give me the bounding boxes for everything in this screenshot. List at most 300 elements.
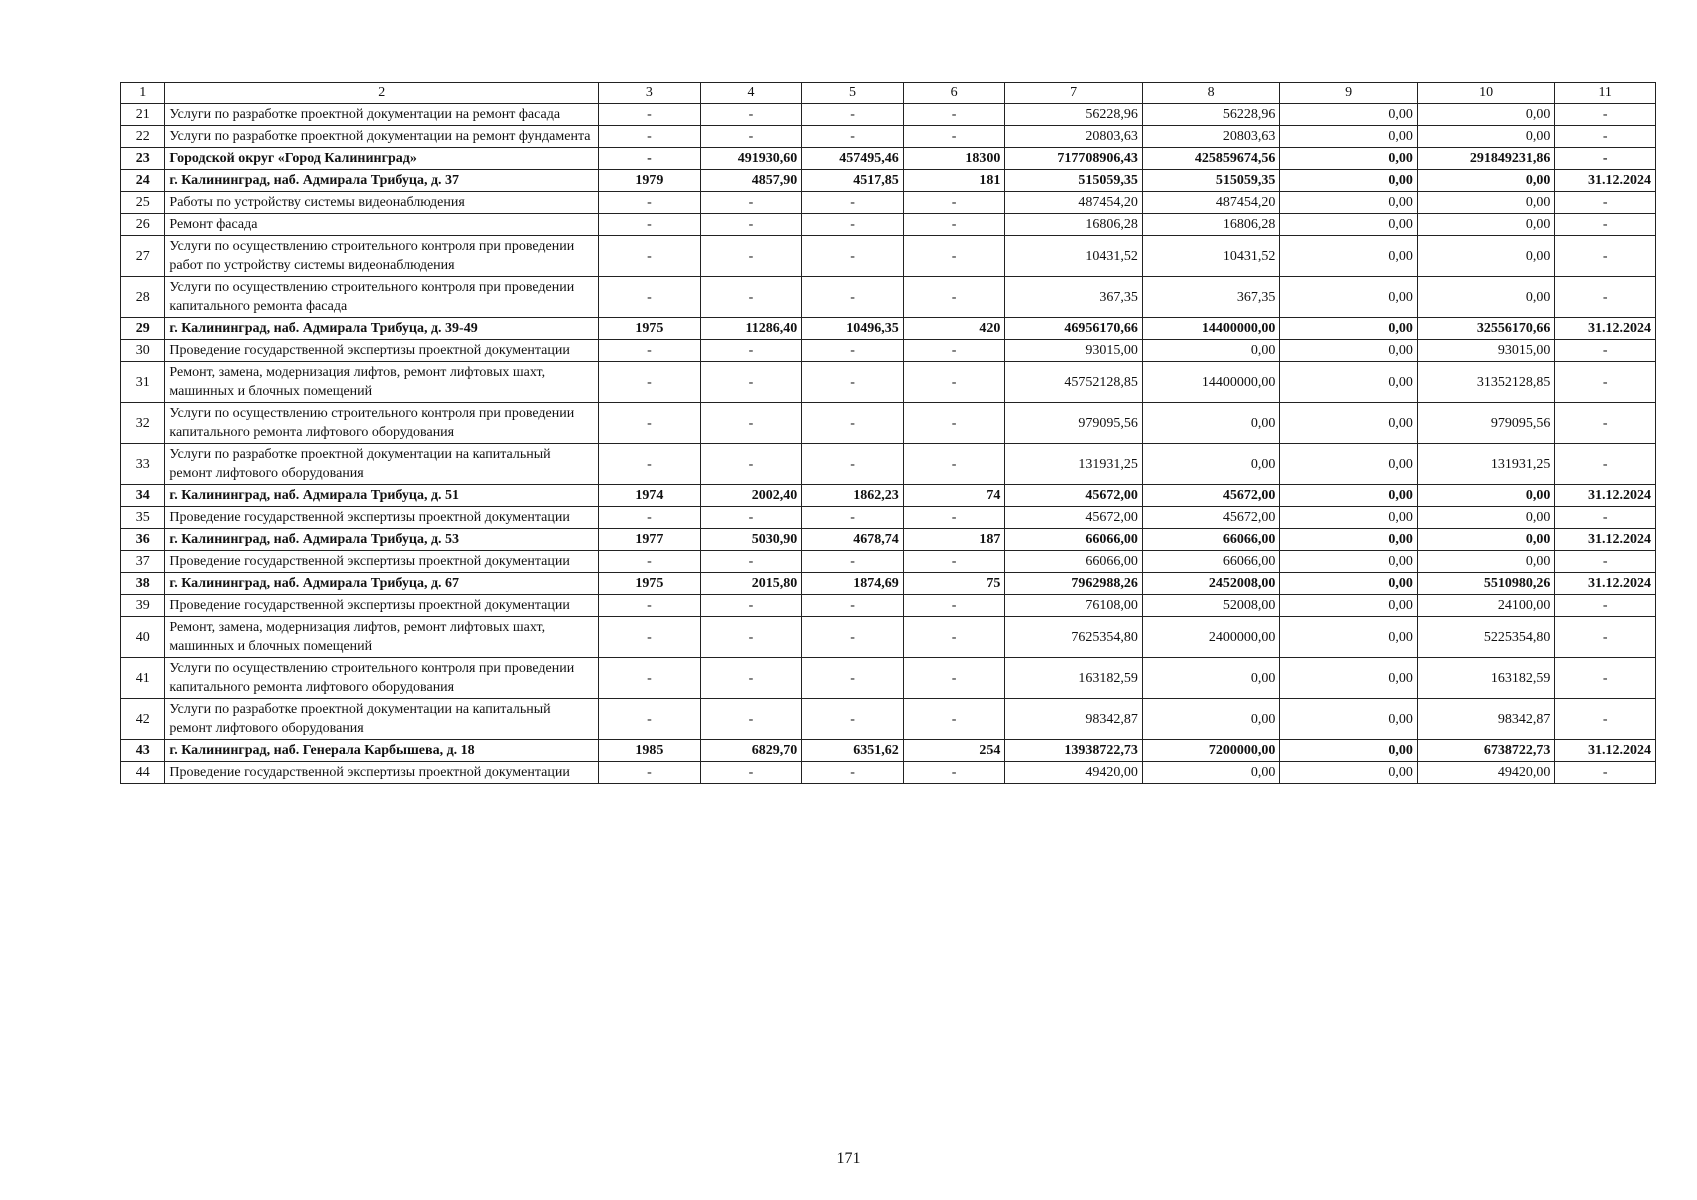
budget-cost: 0,00 (1280, 362, 1418, 403)
work-name: Ремонт, замена, модернизация лифтов, ремонт лифтовых шахт, машинных и блочных помещений (165, 617, 599, 658)
residents: - (903, 617, 1005, 658)
budget-cost: 0,00 (1280, 699, 1418, 740)
living-area: - (802, 699, 904, 740)
total-cost: 13938722,73 (1005, 740, 1143, 762)
budget-cost: 0,00 (1280, 529, 1418, 551)
fund-cost: 515059,35 (1142, 170, 1280, 192)
table-row (121, 126, 1656, 148)
row-number: 44 (121, 762, 165, 784)
total-cost: 56228,96 (1005, 104, 1143, 126)
completion-date: - (1555, 617, 1656, 658)
table-row (121, 485, 1656, 507)
work-name: Проведение государственной экспертизы проектной документации (165, 340, 599, 362)
residents: 254 (903, 740, 1005, 762)
residents: - (903, 762, 1005, 784)
table-row (121, 699, 1656, 740)
build-year: - (599, 762, 701, 784)
build-year: 1974 (599, 485, 701, 507)
completion-date: - (1555, 277, 1656, 318)
owners-cost: 0,00 (1417, 277, 1555, 318)
fund-cost: 66066,00 (1142, 529, 1280, 551)
total-area: - (700, 192, 802, 214)
column-number: 11 (1555, 83, 1656, 104)
table-row (121, 507, 1656, 529)
table-row (121, 595, 1656, 617)
work-name: г. Калининград, наб. Адмирала Трибуца, д. 51 (165, 485, 599, 507)
fund-cost: 0,00 (1142, 403, 1280, 444)
build-year: - (599, 126, 701, 148)
total-area: - (700, 699, 802, 740)
residents: - (903, 507, 1005, 529)
build-year: 1975 (599, 318, 701, 340)
owners-cost: 131931,25 (1417, 444, 1555, 485)
owners-cost: 5510980,26 (1417, 573, 1555, 595)
row-number: 42 (121, 699, 165, 740)
work-name: Проведение государственной экспертизы проектной документации (165, 551, 599, 573)
total-area: - (700, 595, 802, 617)
work-name: Услуги по разработке проектной документации на ремонт фундамента (165, 126, 599, 148)
row-number: 43 (121, 740, 165, 762)
build-year: - (599, 104, 701, 126)
living-area: - (802, 192, 904, 214)
owners-cost: 979095,56 (1417, 403, 1555, 444)
build-year: - (599, 214, 701, 236)
column-number: 2 (165, 83, 599, 104)
work-name: г. Калининград, наб. Адмирала Трибуца, д. 53 (165, 529, 599, 551)
budget-cost: 0,00 (1280, 126, 1418, 148)
fund-cost: 14400000,00 (1142, 318, 1280, 340)
column-number: 9 (1280, 83, 1418, 104)
work-name: Ремонт фасада (165, 214, 599, 236)
row-number: 26 (121, 214, 165, 236)
living-area: - (802, 236, 904, 277)
build-year: - (599, 595, 701, 617)
residents: - (903, 277, 1005, 318)
build-year: 1979 (599, 170, 701, 192)
total-area: 5030,90 (700, 529, 802, 551)
table-row (121, 658, 1656, 699)
work-name: г. Калининград, наб. Генерала Карбышева, д. 18 (165, 740, 599, 762)
living-area: 1862,23 (802, 485, 904, 507)
row-number: 21 (121, 104, 165, 126)
budget-cost: 0,00 (1280, 617, 1418, 658)
build-year: - (599, 277, 701, 318)
owners-cost: 5225354,80 (1417, 617, 1555, 658)
owners-cost: 291849231,86 (1417, 148, 1555, 170)
owners-cost: 0,00 (1417, 126, 1555, 148)
owners-cost: 24100,00 (1417, 595, 1555, 617)
owners-cost: 31352128,85 (1417, 362, 1555, 403)
row-number: 33 (121, 444, 165, 485)
total-area: - (700, 277, 802, 318)
owners-cost: 0,00 (1417, 485, 1555, 507)
budget-cost: 0,00 (1280, 192, 1418, 214)
completion-date: - (1555, 444, 1656, 485)
total-area: - (700, 551, 802, 573)
budget-cost: 0,00 (1280, 236, 1418, 277)
residents: 187 (903, 529, 1005, 551)
fund-cost: 0,00 (1142, 699, 1280, 740)
total-area: 11286,40 (700, 318, 802, 340)
column-number: 1 (121, 83, 165, 104)
row-number: 27 (121, 236, 165, 277)
completion-date: - (1555, 104, 1656, 126)
completion-date: - (1555, 595, 1656, 617)
total-cost: 46956170,66 (1005, 318, 1143, 340)
completion-date: - (1555, 658, 1656, 699)
table-row (121, 551, 1656, 573)
build-year: - (599, 362, 701, 403)
budget-cost: 0,00 (1280, 340, 1418, 362)
work-name: г. Калининград, наб. Адмирала Трибуца, д. 67 (165, 573, 599, 595)
table-row (121, 362, 1656, 403)
fund-cost: 66066,00 (1142, 551, 1280, 573)
work-name: Услуги по разработке проектной документации на капитальный ремонт лифтового оборудования (165, 699, 599, 740)
residents: - (903, 444, 1005, 485)
table-row (121, 573, 1656, 595)
row-number: 38 (121, 573, 165, 595)
total-cost: 367,35 (1005, 277, 1143, 318)
work-name: Услуги по осуществлению строительного контроля при проведении капитального ремонта лифтового оборудования (165, 658, 599, 699)
residents: 420 (903, 318, 1005, 340)
completion-date: - (1555, 551, 1656, 573)
total-cost: 93015,00 (1005, 340, 1143, 362)
residents: - (903, 340, 1005, 362)
fund-cost: 425859674,56 (1142, 148, 1280, 170)
residents: - (903, 551, 1005, 573)
fund-cost: 56228,96 (1142, 104, 1280, 126)
completion-date: - (1555, 762, 1656, 784)
living-area: - (802, 362, 904, 403)
living-area: - (802, 595, 904, 617)
completion-date: 31.12.2024 (1555, 485, 1656, 507)
owners-cost: 0,00 (1417, 507, 1555, 529)
row-number: 22 (121, 126, 165, 148)
table-row (121, 318, 1656, 340)
total-cost: 66066,00 (1005, 551, 1143, 573)
total-area: - (700, 507, 802, 529)
row-number: 31 (121, 362, 165, 403)
budget-cost: 0,00 (1280, 658, 1418, 699)
column-number: 6 (903, 83, 1005, 104)
fund-cost: 0,00 (1142, 762, 1280, 784)
owners-cost: 0,00 (1417, 214, 1555, 236)
total-cost: 66066,00 (1005, 529, 1143, 551)
work-name: Городской округ «Город Калининград» (165, 148, 599, 170)
row-number: 32 (121, 403, 165, 444)
fund-cost: 10431,52 (1142, 236, 1280, 277)
living-area: 4678,74 (802, 529, 904, 551)
completion-date: - (1555, 699, 1656, 740)
residents: - (903, 192, 1005, 214)
residents: - (903, 104, 1005, 126)
residents: - (903, 658, 1005, 699)
completion-date: - (1555, 214, 1656, 236)
completion-date: - (1555, 236, 1656, 277)
living-area: - (802, 214, 904, 236)
budget-cost: 0,00 (1280, 762, 1418, 784)
budget-cost: 0,00 (1280, 595, 1418, 617)
completion-date: - (1555, 126, 1656, 148)
total-cost: 717708906,43 (1005, 148, 1143, 170)
row-number: 25 (121, 192, 165, 214)
living-area: 10496,35 (802, 318, 904, 340)
column-number: 8 (1142, 83, 1280, 104)
living-area: - (802, 617, 904, 658)
row-number: 34 (121, 485, 165, 507)
total-area: - (700, 617, 802, 658)
total-cost: 10431,52 (1005, 236, 1143, 277)
total-area: - (700, 362, 802, 403)
work-name: г. Калининград, наб. Адмирала Трибуца, д. 37 (165, 170, 599, 192)
fund-cost: 20803,63 (1142, 126, 1280, 148)
fund-cost: 487454,20 (1142, 192, 1280, 214)
living-area: - (802, 444, 904, 485)
completion-date: 31.12.2024 (1555, 740, 1656, 762)
owners-cost: 98342,87 (1417, 699, 1555, 740)
total-area: 2002,40 (700, 485, 802, 507)
budget-cost: 0,00 (1280, 148, 1418, 170)
total-area: - (700, 403, 802, 444)
residents: - (903, 362, 1005, 403)
total-cost: 7625354,80 (1005, 617, 1143, 658)
column-number: 7 (1005, 83, 1143, 104)
living-area: 4517,85 (802, 170, 904, 192)
residents: - (903, 126, 1005, 148)
build-year: 1977 (599, 529, 701, 551)
table-row (121, 236, 1656, 277)
work-name: Услуги по разработке проектной документации на ремонт фасада (165, 104, 599, 126)
residents: - (903, 699, 1005, 740)
living-area: - (802, 551, 904, 573)
total-area: 4857,90 (700, 170, 802, 192)
table-row (121, 170, 1656, 192)
fund-cost: 367,35 (1142, 277, 1280, 318)
table-row (121, 529, 1656, 551)
total-cost: 45752128,85 (1005, 362, 1143, 403)
living-area: - (802, 658, 904, 699)
completion-date: - (1555, 192, 1656, 214)
total-cost: 20803,63 (1005, 126, 1143, 148)
row-number: 29 (121, 318, 165, 340)
completion-date: - (1555, 362, 1656, 403)
living-area: - (802, 507, 904, 529)
row-number: 35 (121, 507, 165, 529)
total-area: - (700, 444, 802, 485)
completion-date: 31.12.2024 (1555, 318, 1656, 340)
build-year: - (599, 148, 701, 170)
living-area: - (802, 340, 904, 362)
fund-cost: 45672,00 (1142, 485, 1280, 507)
residents: 74 (903, 485, 1005, 507)
build-year: - (599, 403, 701, 444)
fund-cost: 45672,00 (1142, 507, 1280, 529)
living-area: 6351,62 (802, 740, 904, 762)
fund-cost: 16806,28 (1142, 214, 1280, 236)
column-number: 3 (599, 83, 701, 104)
column-number: 5 (802, 83, 904, 104)
living-area: - (802, 277, 904, 318)
living-area: 1874,69 (802, 573, 904, 595)
table-row (121, 148, 1656, 170)
total-cost: 45672,00 (1005, 507, 1143, 529)
table-row (121, 340, 1656, 362)
residents: - (903, 236, 1005, 277)
fund-cost: 2452008,00 (1142, 573, 1280, 595)
fund-cost: 0,00 (1142, 444, 1280, 485)
build-year: 1975 (599, 573, 701, 595)
table-row (121, 740, 1656, 762)
work-name: Услуги по осуществлению строительного контроля при проведении капитального ремонта лифтового оборудования (165, 403, 599, 444)
total-cost: 49420,00 (1005, 762, 1143, 784)
total-cost: 515059,35 (1005, 170, 1143, 192)
row-number: 30 (121, 340, 165, 362)
owners-cost: 163182,59 (1417, 658, 1555, 699)
total-cost: 76108,00 (1005, 595, 1143, 617)
table-row (121, 617, 1656, 658)
total-cost: 45672,00 (1005, 485, 1143, 507)
completion-date: - (1555, 340, 1656, 362)
total-area: - (700, 126, 802, 148)
table-row (121, 762, 1656, 784)
work-name: Услуги по осуществлению строительного контроля при проведении работ по устройству системы видеонаблюдения (165, 236, 599, 277)
completion-date: - (1555, 148, 1656, 170)
build-year: - (599, 551, 701, 573)
owners-cost: 0,00 (1417, 192, 1555, 214)
budget-cost: 0,00 (1280, 740, 1418, 762)
work-name: Услуги по осуществлению строительного контроля при проведении капитального ремонта фасада (165, 277, 599, 318)
build-year: - (599, 507, 701, 529)
living-area: - (802, 126, 904, 148)
living-area: 457495,46 (802, 148, 904, 170)
table-row (121, 214, 1656, 236)
completion-date: 31.12.2024 (1555, 170, 1656, 192)
residents: - (903, 403, 1005, 444)
table-row (121, 192, 1656, 214)
owners-cost: 32556170,66 (1417, 318, 1555, 340)
total-cost: 979095,56 (1005, 403, 1143, 444)
row-number: 39 (121, 595, 165, 617)
completion-date: 31.12.2024 (1555, 529, 1656, 551)
living-area: - (802, 104, 904, 126)
budget-cost: 0,00 (1280, 403, 1418, 444)
owners-cost: 49420,00 (1417, 762, 1555, 784)
table-row (121, 444, 1656, 485)
row-number: 41 (121, 658, 165, 699)
living-area: - (802, 403, 904, 444)
build-year: - (599, 444, 701, 485)
row-number: 28 (121, 277, 165, 318)
fund-cost: 0,00 (1142, 340, 1280, 362)
living-area: - (802, 762, 904, 784)
column-numbers-row (121, 83, 1656, 104)
build-year: - (599, 617, 701, 658)
budget-cost: 0,00 (1280, 214, 1418, 236)
row-number: 36 (121, 529, 165, 551)
owners-cost: 0,00 (1417, 529, 1555, 551)
owners-cost: 0,00 (1417, 551, 1555, 573)
total-cost: 131931,25 (1005, 444, 1143, 485)
table-row (121, 277, 1656, 318)
build-year: 1985 (599, 740, 701, 762)
build-year: - (599, 658, 701, 699)
total-cost: 16806,28 (1005, 214, 1143, 236)
residents: 75 (903, 573, 1005, 595)
fund-cost: 14400000,00 (1142, 362, 1280, 403)
build-year: - (599, 192, 701, 214)
owners-cost: 93015,00 (1417, 340, 1555, 362)
work-name: Проведение государственной экспертизы проектной документации (165, 762, 599, 784)
table-row (121, 403, 1656, 444)
residents: - (903, 214, 1005, 236)
total-cost: 163182,59 (1005, 658, 1143, 699)
budget-cost: 0,00 (1280, 485, 1418, 507)
budget-cost: 0,00 (1280, 104, 1418, 126)
fund-cost: 0,00 (1142, 658, 1280, 699)
row-number: 40 (121, 617, 165, 658)
owners-cost: 0,00 (1417, 104, 1555, 126)
column-number: 4 (700, 83, 802, 104)
total-area: 6829,70 (700, 740, 802, 762)
completion-date: 31.12.2024 (1555, 573, 1656, 595)
budget-cost: 0,00 (1280, 318, 1418, 340)
fund-cost: 52008,00 (1142, 595, 1280, 617)
owners-cost: 0,00 (1417, 170, 1555, 192)
total-area: - (700, 340, 802, 362)
budget-cost: 0,00 (1280, 444, 1418, 485)
total-area: - (700, 658, 802, 699)
total-area: - (700, 236, 802, 277)
residents: 181 (903, 170, 1005, 192)
total-area: - (700, 104, 802, 126)
owners-cost: 0,00 (1417, 236, 1555, 277)
residents: 18300 (903, 148, 1005, 170)
page-number: 171 (836, 1150, 861, 1167)
column-number: 10 (1417, 83, 1555, 104)
table-row (121, 104, 1656, 126)
completion-date: - (1555, 507, 1656, 529)
total-area: 2015,80 (700, 573, 802, 595)
fund-cost: 2400000,00 (1142, 617, 1280, 658)
total-cost: 487454,20 (1005, 192, 1143, 214)
total-area: - (700, 762, 802, 784)
budget-cost: 0,00 (1280, 170, 1418, 192)
completion-date: - (1555, 403, 1656, 444)
budget-cost: 0,00 (1280, 507, 1418, 529)
total-area: - (700, 214, 802, 236)
row-number: 24 (121, 170, 165, 192)
residents: - (903, 595, 1005, 617)
total-cost: 98342,87 (1005, 699, 1143, 740)
work-name: Работы по устройству системы видеонаблюдения (165, 192, 599, 214)
budget-cost: 0,00 (1280, 551, 1418, 573)
work-name: г. Калининград, наб. Адмирала Трибуца, д. 39-49 (165, 318, 599, 340)
fund-cost: 7200000,00 (1142, 740, 1280, 762)
build-year: - (599, 236, 701, 277)
work-name: Ремонт, замена, модернизация лифтов, ремонт лифтовых шахт, машинных и блочных помещений (165, 362, 599, 403)
row-number: 23 (121, 148, 165, 170)
total-cost: 7962988,26 (1005, 573, 1143, 595)
register-table (120, 82, 1656, 784)
work-name: Проведение государственной экспертизы проектной документации (165, 595, 599, 617)
owners-cost: 6738722,73 (1417, 740, 1555, 762)
row-number: 37 (121, 551, 165, 573)
work-name: Проведение государственной экспертизы проектной документации (165, 507, 599, 529)
total-area: 491930,60 (700, 148, 802, 170)
build-year: - (599, 340, 701, 362)
build-year: - (599, 699, 701, 740)
budget-cost: 0,00 (1280, 277, 1418, 318)
